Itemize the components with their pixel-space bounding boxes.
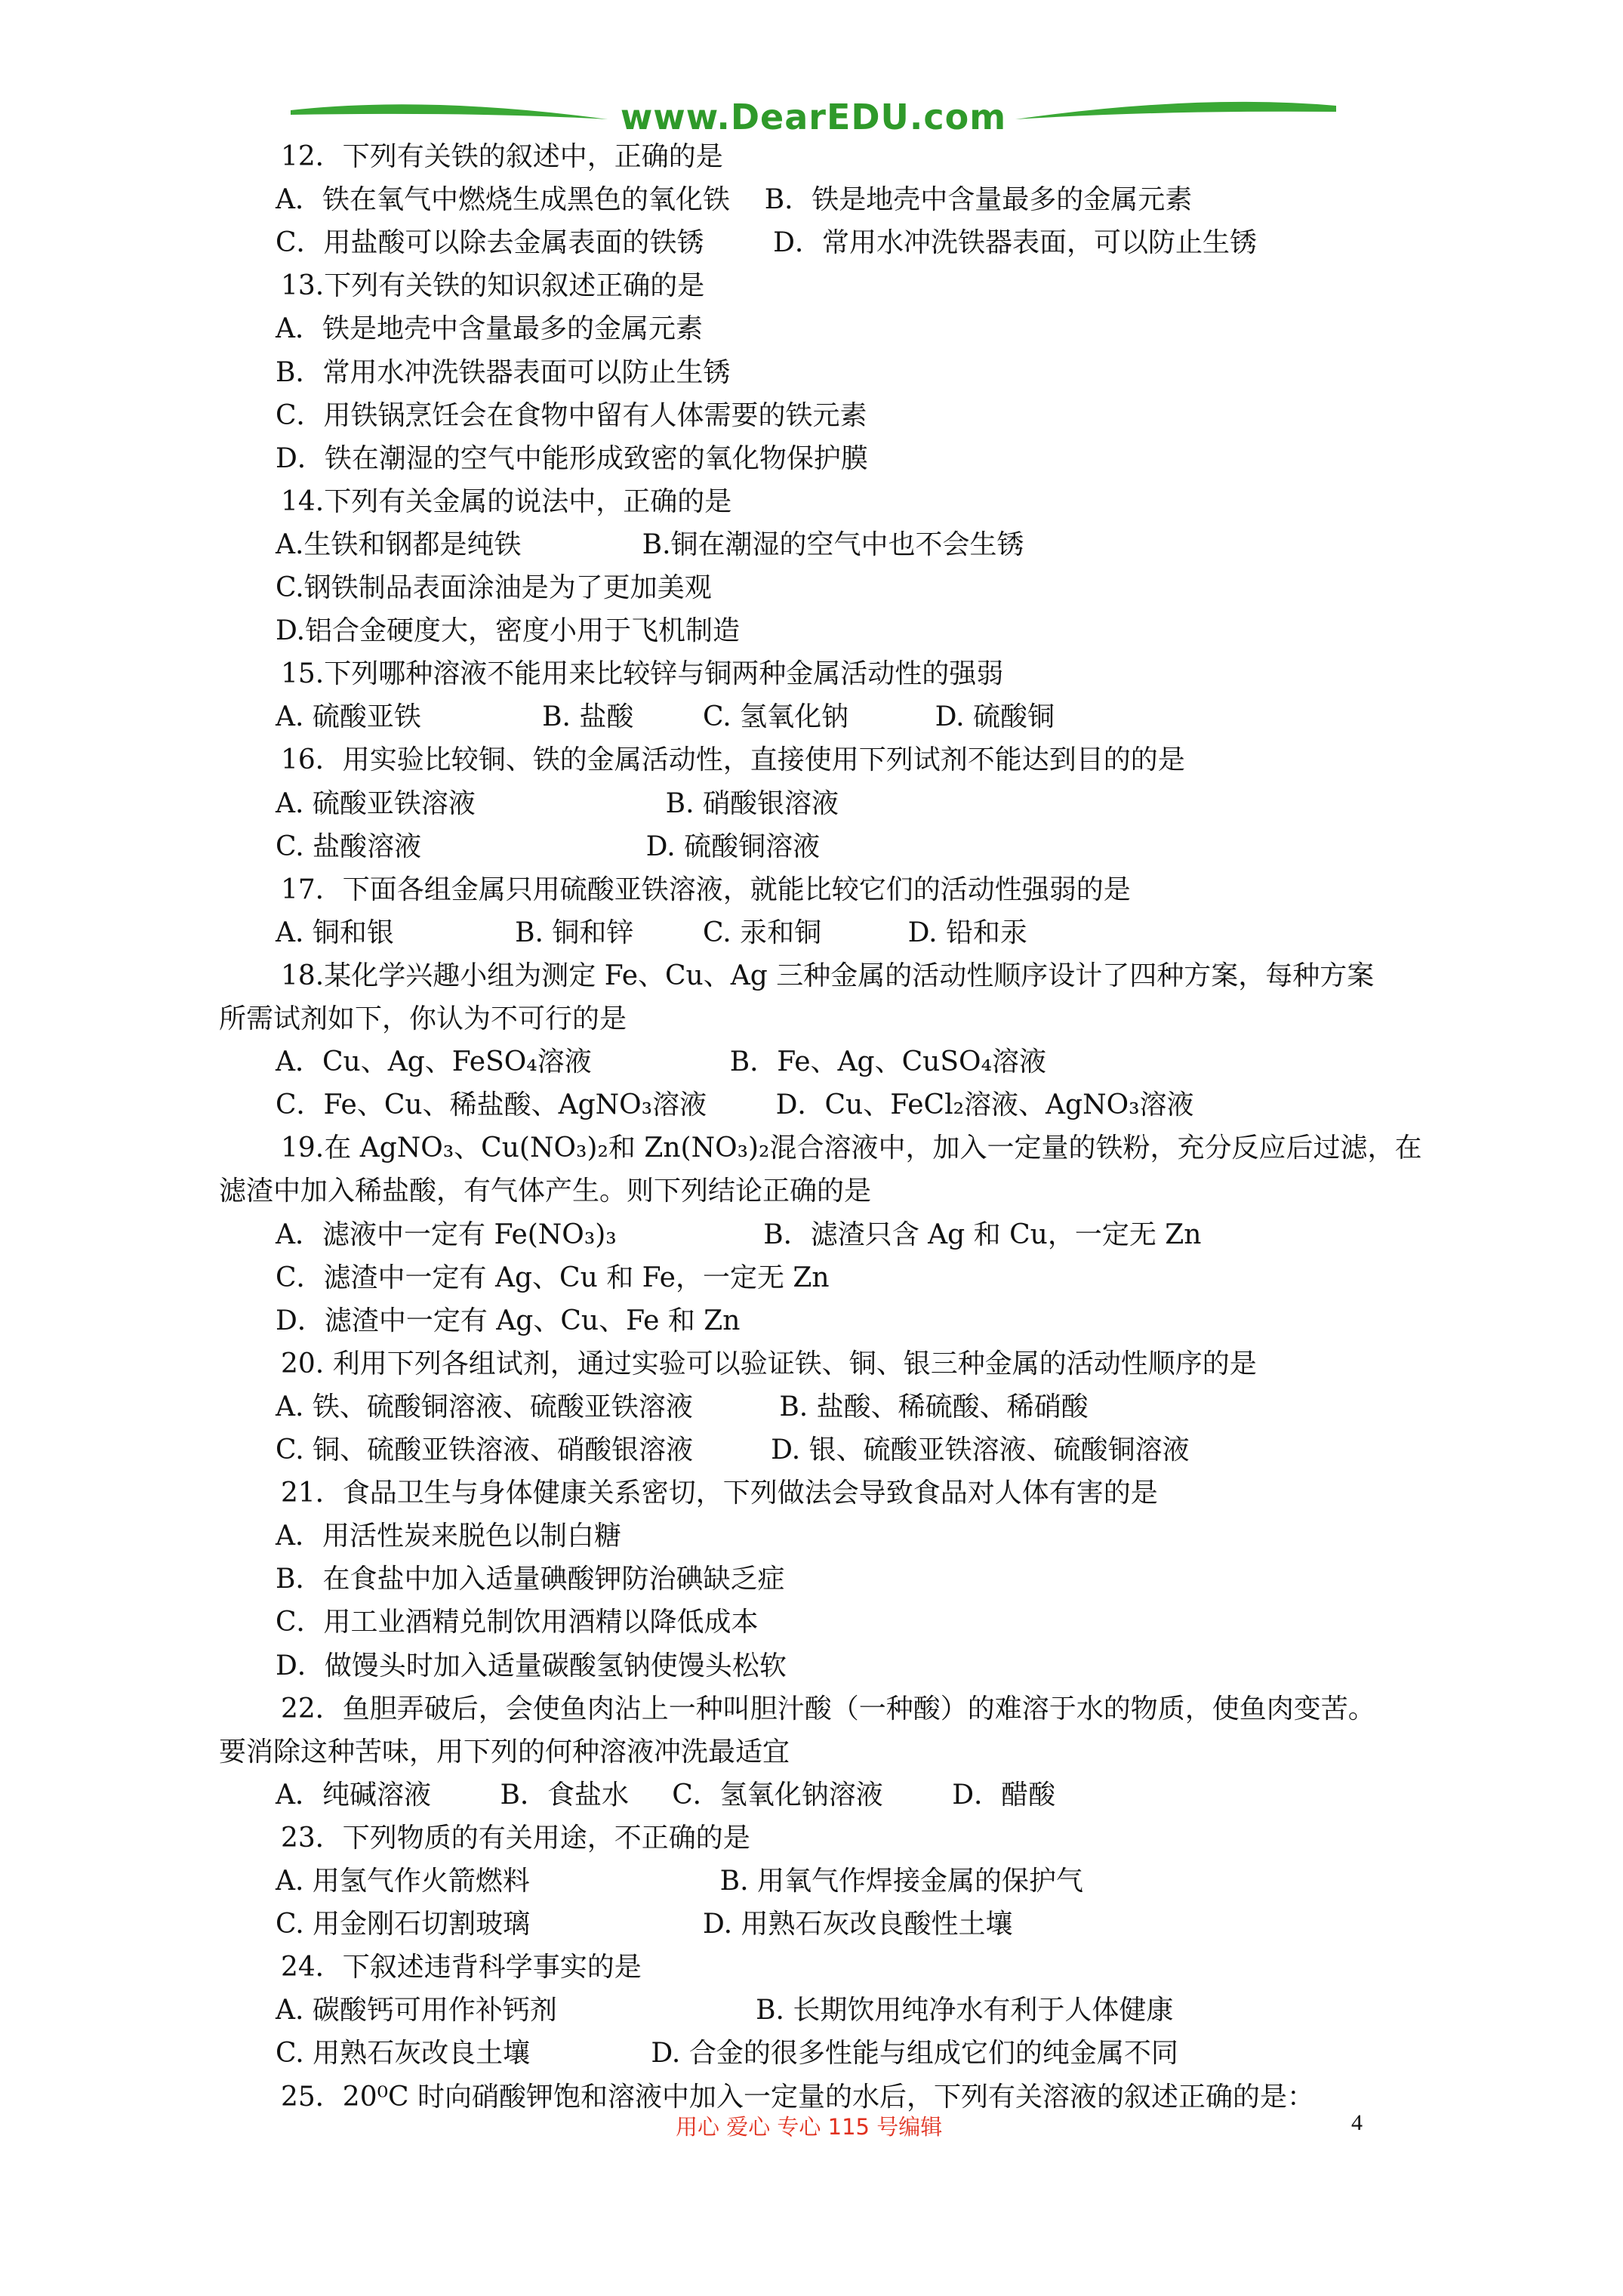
question-stem: 14.下列有关金属的说法中，正确的是 — [281, 485, 732, 517]
answer-options-line: C. 用金刚石切割玻璃 D. 用熟石灰改良酸性土壤 — [276, 1909, 1013, 1940]
question-stem: 18.某化学兴趣小组为测定 Fe、Cu、Ag 三种金属的活动性顺序设计了四种方案，每种方案 — [281, 960, 1375, 991]
question-stem: 12．下列有关铁的叙述中，正确的是 — [281, 141, 723, 172]
answer-options-line: B．常用水冲洗铁器表面可以防止生锈 — [276, 356, 731, 388]
answer-options-line: C．用工业酒精兑制饮用酒精以降低成本 — [276, 1607, 759, 1638]
answer-options-line: D．做馒头时加入适量碳酸氢钠使馒头松软 — [276, 1650, 787, 1681]
answer-options-line: C.钢铁制品表面涂油是为了更加美观 — [276, 572, 712, 603]
answer-options-line: C．滤渣中一定有 Ag、Cu 和 Fe，一定无 Zn — [276, 1262, 830, 1293]
question-stem: 21．食品卫生与身体健康关系密切，下列做法会导致食品对人体有害的是 — [281, 1478, 1158, 1509]
answer-options-line: A. 用氢气作火箭燃料 B. 用氧气作焊接金属的保护气 — [276, 1866, 1083, 1897]
question-stem: 20. 利用下列各组试剂，通过实验可以验证铁、铜、银三种金属的活动性顺序的是 — [281, 1348, 1257, 1379]
question-stem: 23．下列物质的有关用途，不正确的是 — [281, 1822, 750, 1854]
answer-options-line: D．滤渣中一定有 Ag、Cu、Fe 和 Zn — [276, 1305, 741, 1336]
answer-options-line: A.生铁和钢都是纯铁 B.铜在潮湿的空气中也不会生锈 — [276, 529, 1024, 560]
answer-options-line: A．滤液中一定有 Fe(NO₃)₃ B．滤渣只含 Ag 和 Cu，一定无 Zn — [276, 1219, 1202, 1250]
page-number: 4 — [1351, 2110, 1363, 2135]
site-url: www.DearEDU.com — [620, 97, 1007, 137]
question-stem: 13.下列有关铁的知识叙述正确的是 — [281, 270, 705, 302]
answer-options-line: C. 用熟石灰改良土壤 D. 合金的很多性能与组成它们的纯金属不同 — [276, 2038, 1178, 2069]
answer-options-line: A．Cu、Ag、FeSO₄溶液 B．Fe、Ag、CuSO₄溶液 — [276, 1046, 1046, 1078]
question-stem-continued: 要消除这种苦味，用下列的何种溶液冲洗最适宜 — [219, 1736, 790, 1767]
answer-options-line: D.铝合金硬度大，密度小用于飞机制造 — [276, 615, 741, 647]
answer-options-line: A. 铁、硫酸铜溶液、硫酸亚铁溶液 B. 盐酸、稀硫酸、稀硝酸 — [276, 1391, 1089, 1422]
answer-options-line: A. 铜和银 B. 铜和锌 C. 汞和铜 D. 铅和汞 — [276, 917, 1028, 948]
question-stem: 19.在 AgNO₃、Cu(NO₃)₂和 Zn(NO₃)₂混合溶液中，加入一定量的铁粉，充分反应后过滤，在 — [281, 1133, 1422, 1164]
question-stem: 25．20⁰C 时向硝酸钾饱和溶液中加入一定量的水后，下列有关溶液的叙述正确的是： — [281, 2081, 1315, 2113]
question-stem: 17．下面各组金属只用硫酸亚铁溶液，就能比较它们的活动性强弱的是 — [281, 874, 1131, 905]
answer-options-line: C．Fe、Cu、稀盐酸、AgNO₃溶液 D．Cu、FeCl₂溶液、AgNO₃溶液 — [276, 1089, 1194, 1121]
answer-options-line: C. 铜、硫酸亚铁溶液、硝酸银溶液 D. 银、硫酸亚铁溶液、硫酸铜溶液 — [276, 1435, 1190, 1465]
answer-options-line: A. 硫酸亚铁溶液 B. 硝酸银溶液 — [276, 787, 839, 819]
answer-options-line: A. 硫酸亚铁 B. 盐酸 C. 氢氧化钠 D. 硫酸铜 — [276, 701, 1055, 733]
answer-options-line: D．铁在潮湿的空气中能形成致密的氧化物保护膜 — [276, 442, 868, 474]
answer-options-line: A．用活性炭来脱色以制白糖 — [276, 1521, 621, 1552]
question-stem: 22．鱼胆弄破后，会使鱼肉沾上一种叫胆汁酸（一种酸）的难溶于水的物质，使鱼肉变苦。 — [281, 1693, 1375, 1724]
question-stem: 15.下列哪种溶液不能用来比较锌与铜两种金属活动性的强弱 — [281, 658, 1004, 690]
page-footer — [0, 2110, 1623, 2148]
footer-note: 用心 爱心 专心 115 号编辑 — [676, 2114, 943, 2140]
answer-options-line: B．在食盐中加入适量碘酸钾防治碘缺乏症 — [276, 1564, 785, 1595]
question-stem-continued: 所需试剂如下，你认为不可行的是 — [219, 1003, 627, 1034]
question-stem-continued: 滤渣中加入稀盐酸，有气体产生。则下列结论正确的是 — [219, 1176, 872, 1207]
answer-options-line: A．铁是地壳中含量最多的金属元素 — [276, 313, 703, 345]
answer-options-line: A．铁在氧气中燃烧生成黑色的氧化铁 B．铁是地壳中含量最多的金属元素 — [276, 184, 1193, 216]
answer-options-line: C．用铁锅烹饪会在食物中留有人体需要的铁元素 — [276, 399, 867, 431]
answer-options-line: C．用盐酸可以除去金属表面的铁锈 D．常用水冲洗铁器表面，可以防止生锈 — [276, 227, 1257, 259]
answer-options-line: A．纯碱溶液 B．食盐水 C．氢氧化钠溶液 D．醋酸 — [276, 1779, 1056, 1811]
question-stem: 24．下叙述违背科学事实的是 — [281, 1952, 642, 1983]
answer-options-line: A. 碳酸钙可用作补钙剂 B. 长期饮用纯净水有利于人体健康 — [276, 1995, 1174, 2026]
question-stem: 16．用实验比较铜、铁的金属活动性，直接使用下列试剂不能达到目的的是 — [281, 744, 1185, 776]
answer-options-line: C. 盐酸溶液 D. 硫酸铜溶液 — [276, 831, 821, 862]
